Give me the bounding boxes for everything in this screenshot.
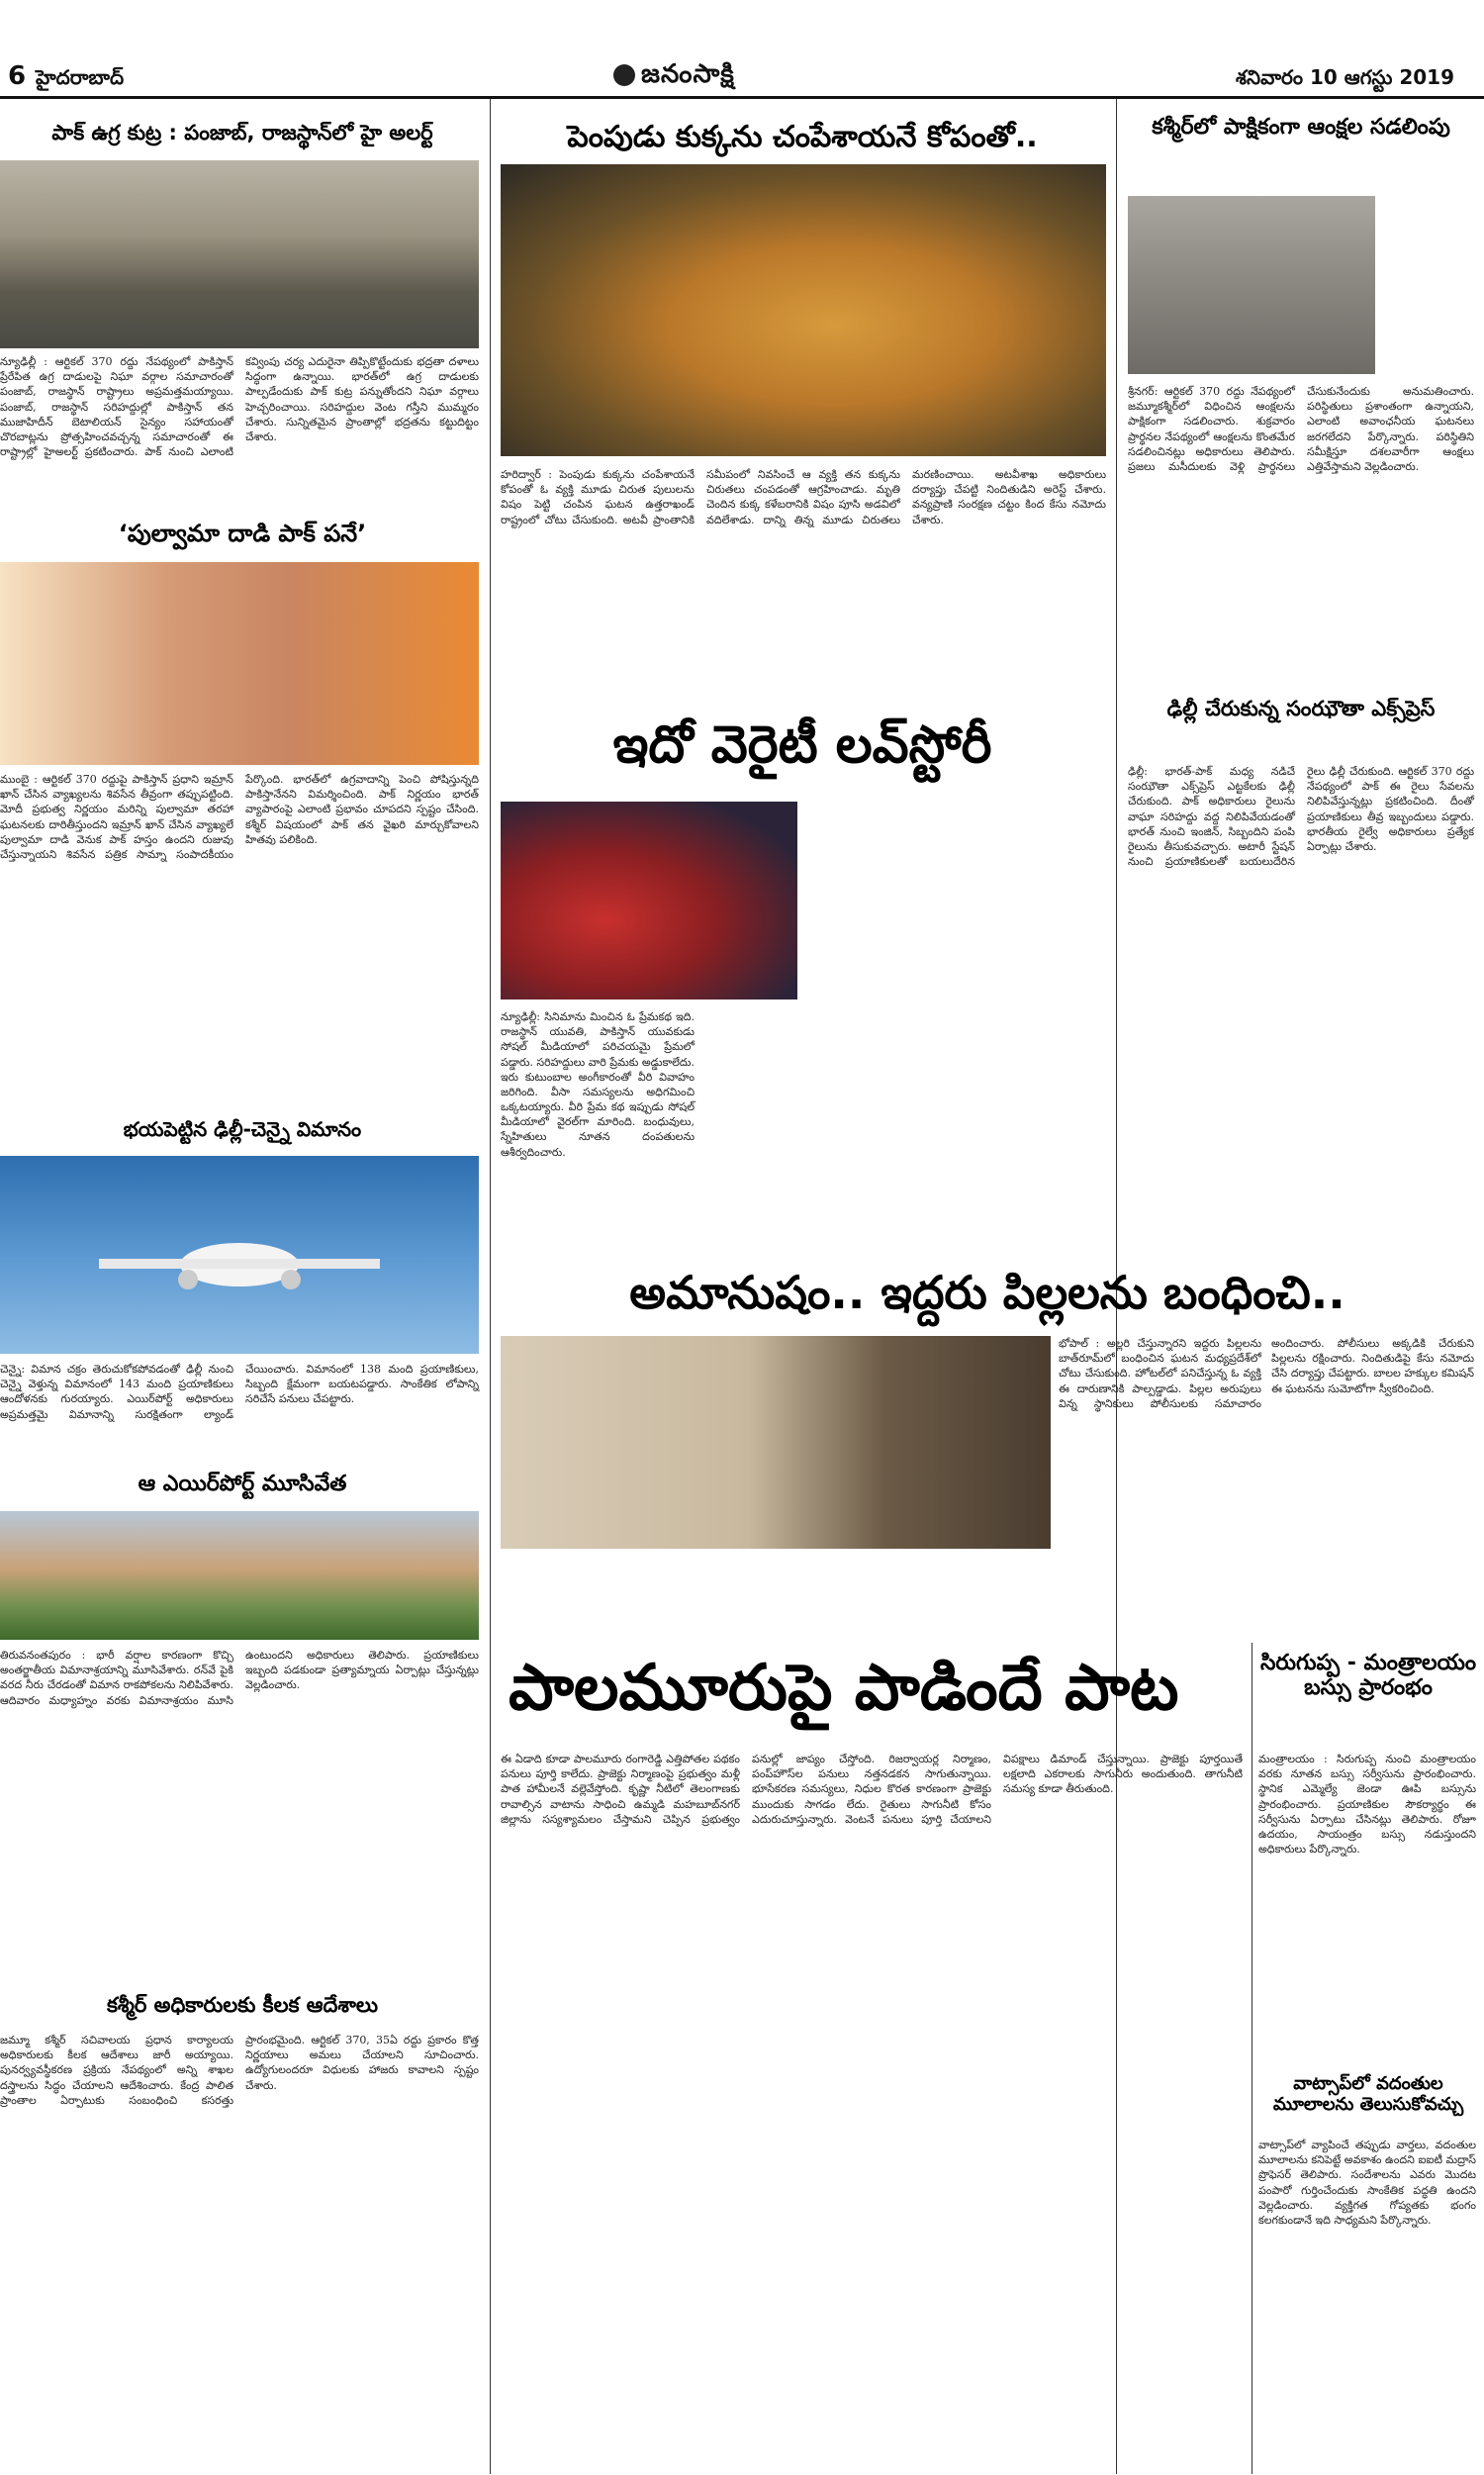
article-text: న్యూఢిల్లీ: సినిమాను మించిన ఓ ప్రేమకథ ఇది. రాజస్థాన్ యువతి, పాకిస్తాన్ యువకుడు సోషల్ మీడియాలో పరిచయమై ప్రేమలో పడ్డారు. సరిహద్దులు వారి ప్రేమకు అడ్డుకాలేదు. ఇరు కుటుంబాల అంగీకారంతో వీరి వివాహం జరిగింది. వీసా సమస్యలను అధిగమించి ఒక్కటయ్యారు. వీరి ప్రేమ కథ ఇప్పుడు సోషల్ మీడియాలో వైరల్‌గా మారింది. బంధువులు, స్నేహితులు నూతన దంపతులను ఆశీర్వదించారు. <box>501 1010 695 1159</box>
article-express <box>1122 693 1480 1247</box>
article-body: మంత్రాలయం : సిరుగుప్ప నుంచి మంత్రాలయం వరకు నూతన బస్సు సర్వీసును ప్రారంభించారు. స్థానిక ఎమ్మెల్యే జెండా ఊపి బస్సును ప్రారంభించారు. ప్రయాణికుల సౌకర్యార్థం ఈ సర్వీసును ఏర్పాటు చేసినట్లు తెలిపారు. రోజూ ఉదయం, సాయంత్రం బస్సు నడుస్తుందని అధికారులు పేర్కొన్నారు. <box>1258 1753 1476 1856</box>
masthead-logo-icon <box>613 64 635 86</box>
headline: సిరుగుప్ప - మంత్రాలయం బస్సు ప్రారంభం <box>1259 1651 1477 1701</box>
column-divider <box>490 1331 491 2474</box>
article-flight <box>0 1108 485 1519</box>
article-dog-killed <box>495 99 1110 713</box>
headline: కశ్మీర్‌లో పాక్షికంగా ఆంక్షల సడలింపు <box>1152 115 1450 140</box>
article-body: న్యూఢిల్లీ : ఆర్టికల్ 370 రద్దు నేపథ్యంలో పాకిస్తాన్ ప్రేరేపిత ఉగ్ర దాడులపై నిఘా వర్గాల సమాచారంతో పంజాబ్, రాజస్థాన్ రాష్ట్రాలు అప్రమత్తమయ్యాయి. పంజాబ్, రాజస్థాన్ సరిహద్దుల్లో పాకిస్తాన్ తన ముజాహిదీన్ బెటాలియన్ సైన్యం సహాయంతో చొరబాట్లను ప్రోత్సహించవచ్చన్న సమాచారంతో ఈ రాష్ట్రాల్లో హైఅలర్ట్ ప్రకటించారు. పాక్ నుంచి ఎలాంటి కవ్వింపు చర్య ఎదురైనా తిప్పికొట్టేందుకు భద్రతా దళాలు సిద్ధంగా ఉన్నాయి. భారత్‌లో ఉగ్ర దాడులకు పాల్పడేందుకు పాక్ కుట్ర పన్నుతోందని నిఘా వర్గాలు హెచ్చరించాయి. సరిహద్దుల వెంట గస్తీని ముమ్మరం చేశారు. సున్నితమైన ప్రాంతాల్లో భద్రతను కట్టుదిట్టం చేశారు. <box>0 355 479 459</box>
article-palamuru <box>495 1653 1247 2474</box>
article-kashmir-ease <box>1122 99 1480 703</box>
article-whatsapp <box>1256 2068 1480 2474</box>
headline: ఆ ఎయిర్‌పోర్ట్ మూసివేత <box>138 1472 347 1496</box>
airplane-photo <box>0 1156 479 1354</box>
masthead-title: జనంసాక్షి <box>641 59 735 89</box>
article-love-story <box>495 713 1110 1267</box>
article-kashmir-orders <box>0 1989 485 2474</box>
article-body: శ్రీనగర్: ఆర్టికల్ 370 రద్దు నేపథ్యంలో జమ్మూకశ్మీర్‌లో విధించిన ఆంక్షలను పాక్షికంగా సడలించారు. శుక్రవారం ప్రార్థనల నేపథ్యంలో ఆంక్షలను కొంతమేర సడలించినట్లు అధికారులు తెలిపారు. ప్రజలు మసీదులకు వెళ్లి ప్రార్థనలు చేసుకునేందుకు అనుమతించారు. పరిస్థితులు ప్రశాంతంగా ఉన్నాయని, ఎలాంటి అవాంఛనీయ ఘటనలు జరగలేదని పేర్కొన్నారు. పరిస్థితిని సమీక్షిస్తూ దశలవారీగా ఆంక్షలు ఎత్తివేస్తామని వెల్లడించారు. <box>1128 385 1474 473</box>
article-body: తిరువనంతపురం : భారీ వర్షాల కారణంగా కొచ్చి అంతర్జాతీయ విమానాశ్రయాన్ని మూసివేశారు. రన్‌వే పైకి వరద నీరు చేరడంతో విమాన రాకపోకలను నిలిపివేశారు. ఆదివారం మధ్యాహ్నం వరకు విమానాశ్రయం మూసి ఉంటుందని అధికారులు తెలిపారు. ప్రయాణికులు ఇబ్బంది పడకుండా ప్రత్యామ్నాయ ఏర్పాట్లు చేస్తున్నట్లు వెల్లడించారు. <box>0 1649 479 1707</box>
headline: ఢిల్లీ చేరుకున్న సంఝౌతా ఎక్స్‌ప్రెస్ <box>1166 697 1436 720</box>
page-city: హైదరాబాద్ <box>36 65 125 89</box>
article-body: ఈ ఏడాది కూడా పాలమూరు రంగారెడ్డి ఎత్తిపోతల పథకం పనులు పూర్తి కాలేదు. ప్రాజెక్టు నిర్మాణంపై ప్రభుత్వం మళ్లీ పాత హామీలనే వల్లెవేస్తోంది. కృష్ణా నీటిలో తెలంగాణకు రావాల్సిన వాటాను సాధించి ఉమ్మడి మహబూబ్‌నగర్ జిల్లాను సస్యశ్యామలం చేస్తామని చెప్పిన ప్రభుత్వం పనుల్లో జాప్యం చేస్తోంది. రిజర్వాయర్ల నిర్మాణం, పంప్‌హౌస్‌ల పనులు నత్తనడకన సాగుతున్నాయి. భూసేకరణ సమస్యలు, నిధుల కొరత కారణంగా ప్రాజెక్టు ముందుకు సాగడం లేదు. రైతులు సాగునీటి కోసం ఎదురుచూస్తున్నారు. వెంటనే పనులు పూర్తి చేయాలని విపక్షాలు డిమాండ్ చేస్తున్నాయి. ప్రాజెక్టు పూర్తయితే లక్షలాది ఎకరాలకు సాగునీరు అందుతుంది. తాగునీటి సమస్య కూడా తీరుతుంది. <box>501 1753 1243 1826</box>
man-portrait-photo <box>0 562 479 765</box>
page-number: 6 <box>8 61 27 91</box>
column-divider <box>490 99 491 1331</box>
headline: భయపెట్టిన ఢిల్లీ-చెన్నై విమానం <box>123 1117 362 1141</box>
headline: ‘పుల్వామా దాడి పాక్ పనే’ <box>118 520 367 547</box>
article-body: హరిద్వార్ : పెంపుడు కుక్కను చంపేశాయనే కోపంతో ఓ వ్యక్తి మూడు చిరుత పులులను విషం పెట్టి చంపిన ఘటన ఉత్తరాఖండ్ రాష్ట్రంలో చోటు చేసుకుంది. అటవీ ప్రాంతానికి సమీపంలో నివసించే ఆ వ్యక్తి తన కుక్కను చిరుతలు చంపడంతో ఆగ్రహించాడు. మృతి చెందిన కుక్క కళేబరానికి విషం పూసి అడవిలో వదిలేశాడు. దాన్ని తిన్న మూడు చిరుతలు మరణించాయి. అటవీశాఖ అధికారులు దర్యాప్తు చేపట్టి నిందితుడిని అరెస్ట్ చేశారు. వన్యప్రాణి సంరక్షణ చట్టం కింద కేసు నమోదు చేశారు. <box>501 468 1106 526</box>
airport-photo <box>0 1511 479 1640</box>
headline: పాలమూరుపై పాడిందే పాట <box>509 1653 1179 1725</box>
page-date: శనివారం 10 ఆగస్టు 2019 <box>1236 65 1454 89</box>
headline: ఇదో వెరైటీ లవ్‌స్టోరీ <box>612 715 992 775</box>
leopard-photo <box>501 164 1106 456</box>
masthead <box>613 59 735 95</box>
airplane-icon <box>0 1156 479 1354</box>
article-body: ముంబై : ఆర్టికల్ 370 రద్దుపై పాకిస్తాన్ ప్రధాని ఇమ్రాన్ ఖాన్ చేసిన వ్యాఖ్యలను శివసేన తీవ్రంగా తప్పుపట్టింది. మోదీ ప్రభుత్వ నిర్ణయం మరిన్ని పుల్వామా తరహా ఘటనలకు దారితీస్తుందని ఇమ్రాన్ ఖాన్ చేసిన వ్యాఖ్యలే పుల్వామా దాడి వెనుక పాక్ హస్తం ఉందని రుజువు చేస్తున్నాయని శివసేన పత్రిక సామ్నా సంపాదకీయం పేర్కొంది. భారత్‌లో ఉగ్రవాదాన్ని పెంచి పోషిస్తున్నది పాకిస్తానేనని విమర్శించింది. పాక్ నిర్ణయం భారత్ వ్యాపారంపై ఎలాంటి ప్రభావం చూపదని స్పష్టం చేసింది. కశ్మీర్ విషయంలో పాక్ తన వైఖరి మార్చుకోవాలని హితవు పలికింది. <box>0 773 479 861</box>
article-body: ఢిల్లీ: భారత్-పాక్ మధ్య నడిచే సంఝౌతా ఎక్స్‌ప్రెస్ ఎట్టకేలకు ఢిల్లీ చేరుకుంది. పాక్ అధికారులు రైలును వాఘా సరిహద్దు వద్ద నిలిపివేయడంతో భారత్ నుంచి ఇంజిన్, సిబ్బందిని పంపి రైలును తీసుకువచ్చారు. అటారీ స్టేషన్ నుంచి ప్రయాణికులతో బయలుదేరిన రైలు ఢిల్లీ చేరుకుంది. ఆర్టికల్ 370 రద్దు నేపథ్యంలో పాక్ ఈ రైలు సేవలను నిలిపివేస్తున్నట్లు ప్రకటించింది. దీంతో ప్రయాణికులు తీవ్ర ఇబ్బందులు పడ్డారు. భారతీయ రైల్వే అధికారులు ప్రత్యేక ఏర్పాట్లు చేశారు. <box>1128 765 1474 869</box>
article-body <box>501 802 1106 1237</box>
article-body: చెన్నై: విమాన చక్రం తెరుచుకోకపోవడంతో ఢిల్లీ నుంచి చెన్నై వెళ్తున్న విమానంలో 143 మంది ప్రయాణికులు ఆందోళనకు గురయ్యారు. ఎయిర్‌పోర్ట్ అధికారులు అప్రమత్తమై విమానాన్ని సురక్షితంగా ల్యాండ్ చేయించారు. విమానంలో 138 మంది ప్రయాణికులు, సిబ్బంది క్షేమంగా బయటపడ్డారు. సాంకేతిక లోపాన్ని సరిచేసే పనులు చేపట్టారు. <box>0 1363 479 1421</box>
article-bus <box>1256 1643 1480 2068</box>
headline: అమానుషం.. ఇద్దరు పిల్లలను బంధించి.. <box>629 1266 1345 1319</box>
police-photo <box>0 160 479 348</box>
article-inhuman <box>495 1257 1480 1648</box>
page-header <box>0 0 1484 99</box>
article-pak-plot <box>0 99 485 515</box>
headline: పెంపుడు కుక్కను చంపేశాయనే కోపంతో.. <box>567 120 1038 154</box>
article-body: భోపాల్ : అల్లరి చేస్తున్నారని ఇద్దరు పిల్లలను బాత్‌రూమ్‌లో బంధించిన ఘటన మధ్యప్రదేశ్‌లో చోటు చేసుకుంది. హోటల్‌లో పనిచేస్తున్న ఓ వ్యక్తి ఈ దారుణానికి పాల్పడ్డాడు. పిల్లల అరుపులు విన్న స్థానికులు పోలీసులకు సమాచారం అందించారు. పోలీసులు అక్కడికి చేరుకుని పిల్లలను రక్షించారు. నిందితుడిపై కేసు నమోదు చేసి దర్యాప్తు చేపట్టారు. బాలల హక్కుల కమిషన్ ఈ ఘటనను సుమోటోగా స్వీకరించింది. <box>1059 1337 1474 1410</box>
article-body: జమ్మూ కశ్మీర్ సచివాలయ ప్రధాన కార్యాలయ అధికారులకు కీలక ఆదేశాలు జారీ అయ్యాయి. పునర్వ్యవస్థీకరణ ప్రక్రియ నేపథ్యంలో అన్ని శాఖల దస్త్రాలను సిద్ధం చేయాలని ఆదేశించారు. కేంద్ర పాలిత ప్రాంతాల ఏర్పాటుకు సంబంధించి కసరత్తు ప్రారంభమైంది. ఆర్టికల్ 370, 35ఏ రద్దు ప్రకారం కొత్త నిర్ణయాలు అమలు చేయాలని సూచించారు. ఉద్యోగులందరూ విధులకు హాజరు కావాలని స్పష్టం చేశారు. <box>0 2034 479 2107</box>
bathroom-photo <box>501 1336 1051 1549</box>
headline: కశ్మీర్ అధికారులకు కీలక ఆదేశాలు <box>106 1993 379 2017</box>
headline: పాక్ ఉగ్ర కుట్ర : పంజాబ్, రాజస్థాన్‌లో హై అలర్ట్ <box>51 121 433 144</box>
article-body: వాట్సాప్‌లో వ్యాపించే తప్పుడు వార్తలు, వదంతుల మూలాలను కనిపెట్టే అవకాశం ఉందని ఐఐటీ మద్రాస్ ప్రొఫెసర్ తెలిపారు. సందేశాలను ఎవరు మొదట పంపారో గుర్తించేందుకు సాంకేతిక పద్ధతి ఉందని వెల్లడించారు. వ్యక్తిగత గోప్యతకు భంగం కలగకుండానే ఇది సాధ్యమని పేర్కొన్నారు. <box>1258 2139 1476 2227</box>
article-pulwama <box>0 515 485 1118</box>
street-photo <box>1128 196 1375 374</box>
article-airport-closed <box>0 1470 485 1989</box>
headline: వాట్సాప్‌లో వదంతుల మూలాలను తెలుసుకోవచ్చు <box>1272 2073 1464 2115</box>
